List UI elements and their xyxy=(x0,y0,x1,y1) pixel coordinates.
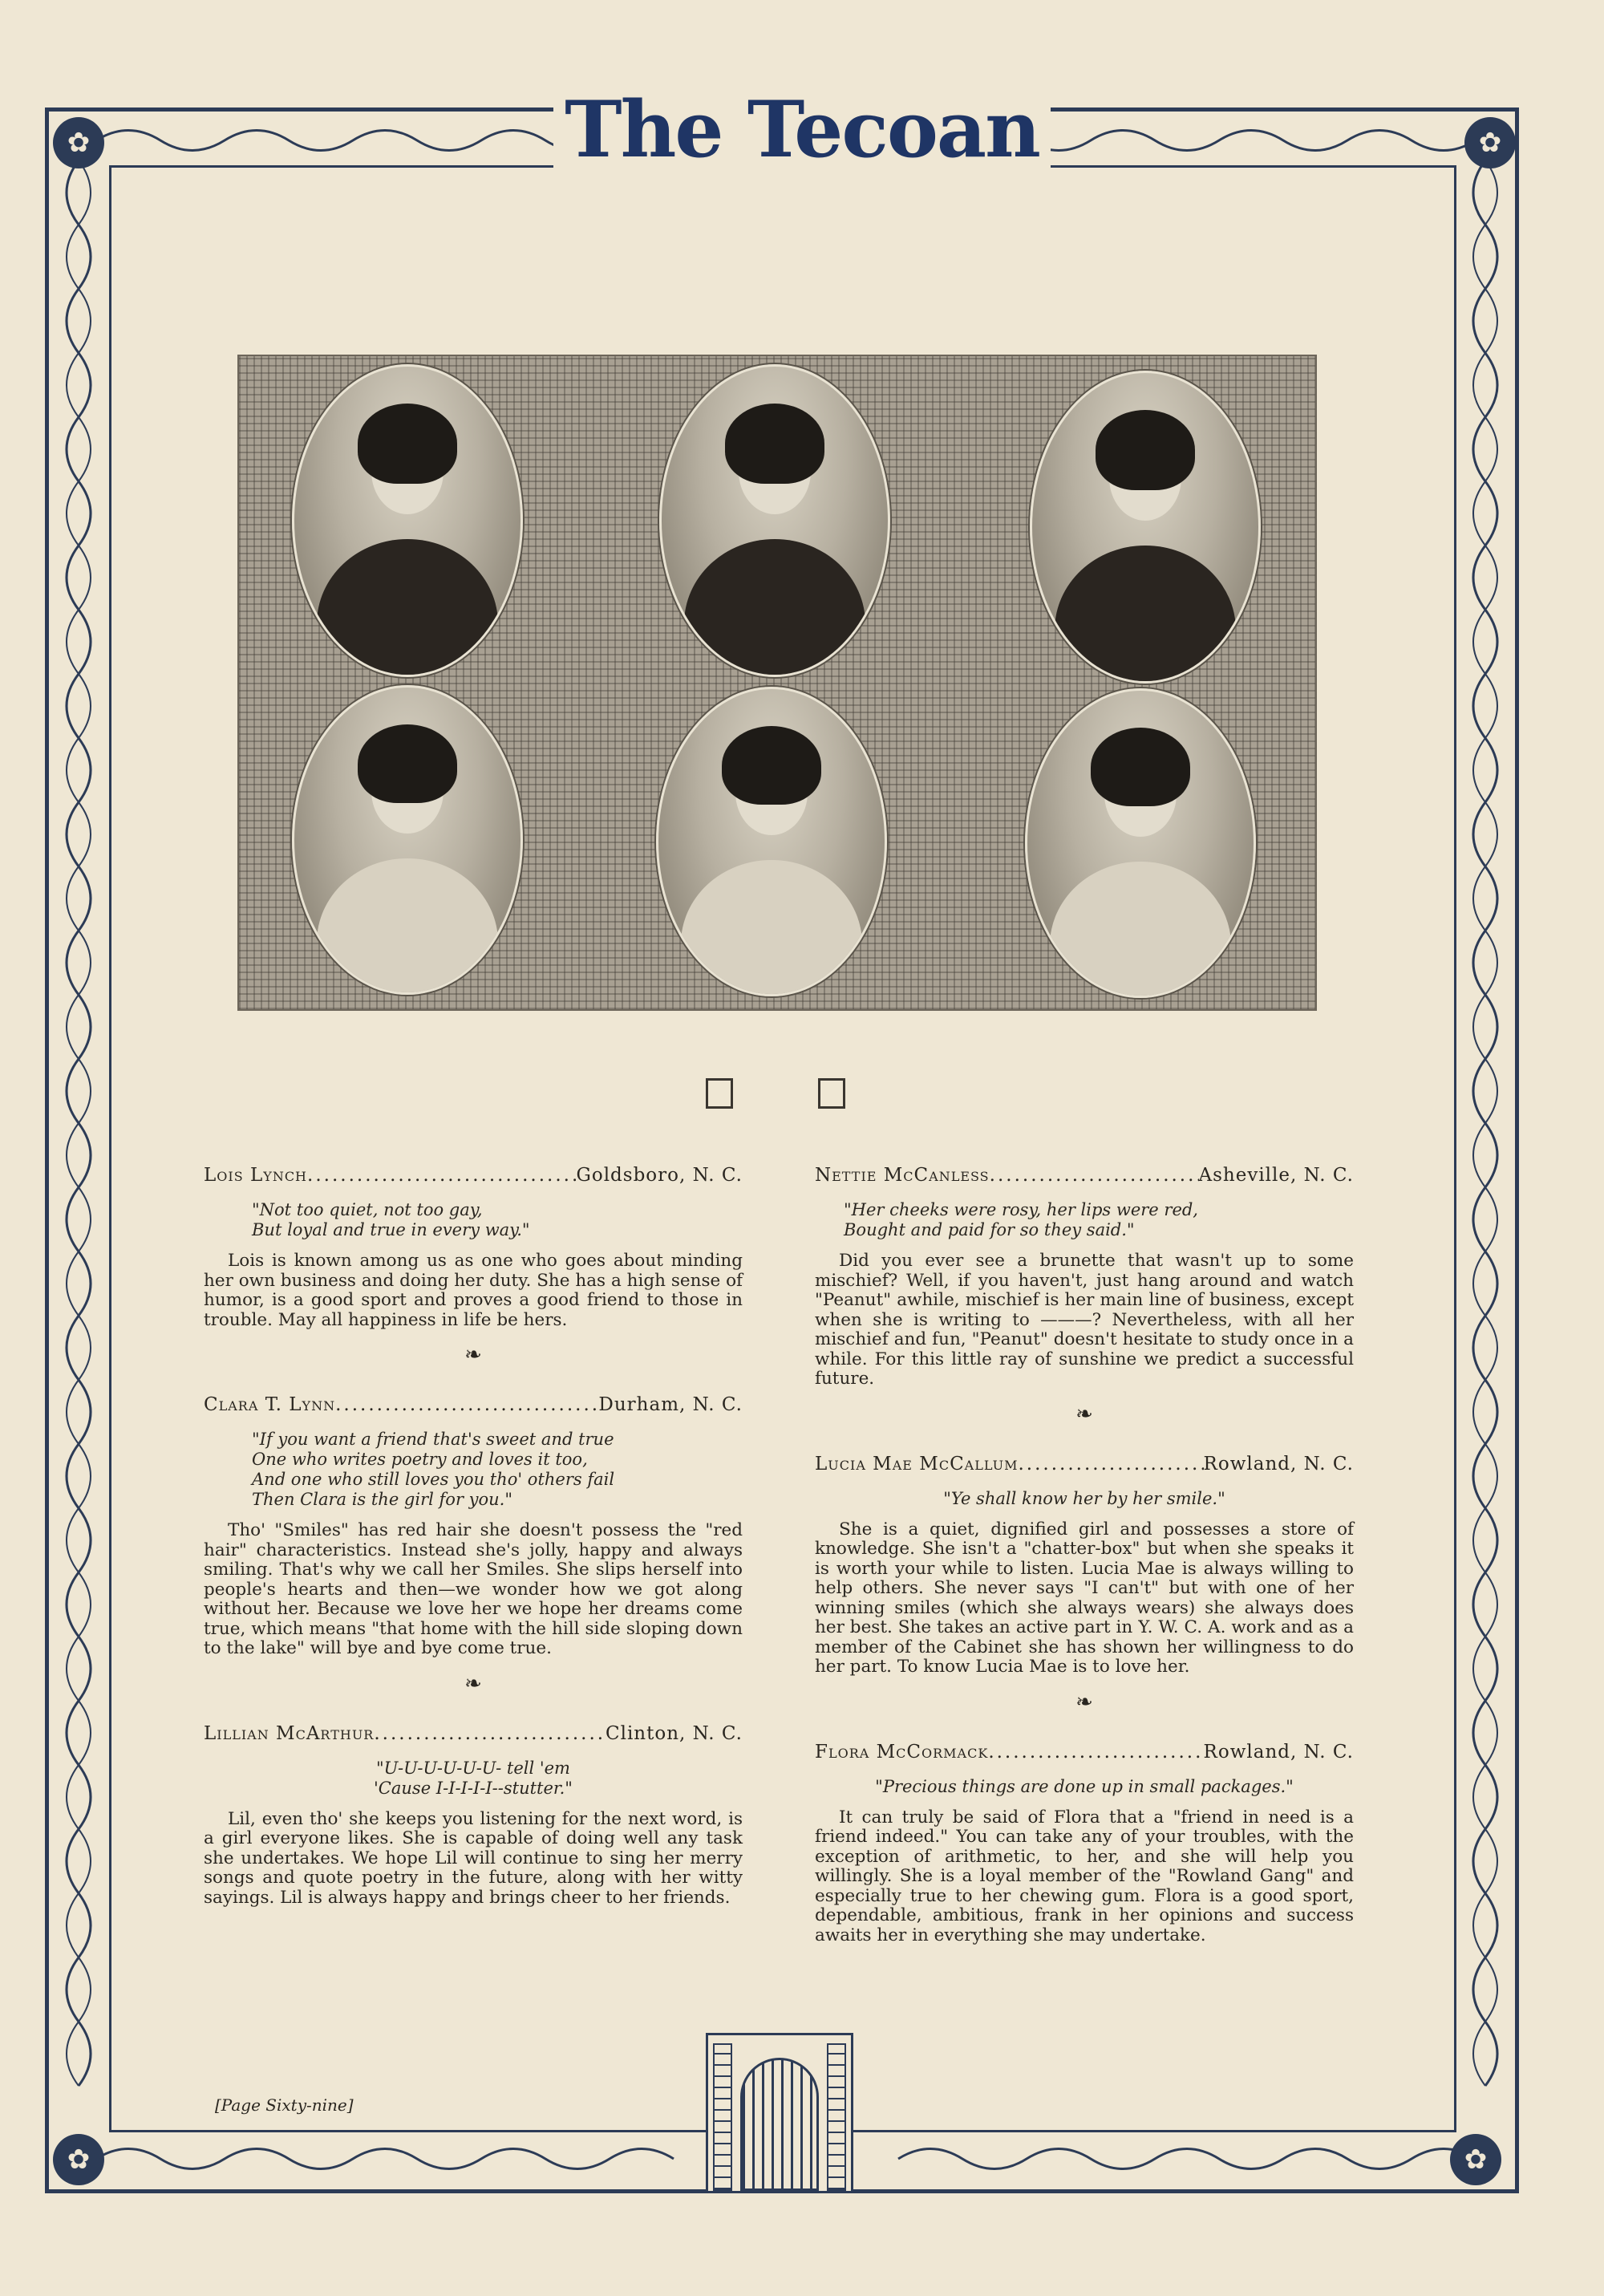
leader-dots xyxy=(374,1723,606,1744)
entry-heading xyxy=(204,1165,743,1186)
portrait-photo xyxy=(656,687,887,996)
portrait-photo xyxy=(1025,688,1256,998)
leader-dots xyxy=(988,1742,1203,1763)
doorway-emblem xyxy=(706,2033,853,2193)
student-name: Nettie McCanless xyxy=(815,1165,990,1186)
right-column xyxy=(815,1165,1354,1945)
entry-heading xyxy=(815,1165,1354,1186)
hometown: Clinton, N. C. xyxy=(605,1722,743,1744)
entry-quote: "U-U-U-U-U-U- tell 'em 'Cause I-I-I-I-I--stutter." xyxy=(374,1758,573,1798)
leader-dots xyxy=(307,1165,576,1186)
left-column xyxy=(204,1165,743,1908)
entry-text: Lois is known among us as one who goes about minding her own business and doing her duty. She has a high sense of humor, is a good sport and proves a good friend to those in trouble. May all happiness in life be hers. xyxy=(204,1251,743,1330)
leader-dots xyxy=(1018,1454,1203,1475)
senior-entry xyxy=(204,1394,743,1659)
student-name: Lois Lynch xyxy=(204,1165,308,1186)
corner-fleuron-icon: ✿ xyxy=(1450,2134,1501,2185)
hometown: Asheville, N. C. xyxy=(1198,1165,1354,1186)
entry-text: Did you ever see a brunette that wasn't up to some mischief? Well, if you haven't, just hang around and watch "Peanut" awhile, mischief is her main line of business, except when she is writing to ———? Nevertheless, with all her mischief and fun, "Peanut" doesn't hesitate to study once in a while. For this little ray of sunshine we predict a successful future. xyxy=(815,1251,1354,1389)
senior-entry xyxy=(815,1454,1354,1677)
portrait-photo xyxy=(659,364,890,677)
portrait-panel xyxy=(237,355,1317,1011)
student-name: Flora McCormack xyxy=(815,1741,989,1763)
student-name: Lillian McArthur xyxy=(204,1722,375,1744)
masthead xyxy=(0,84,1604,175)
vine-border-right xyxy=(1458,160,1513,2134)
corner-fleuron-icon: ✿ xyxy=(53,117,104,168)
entry-heading xyxy=(815,1454,1354,1475)
student-name: Lucia Mae McCallum xyxy=(815,1453,1019,1475)
entry-quote: "Precious things are done up in small packages." xyxy=(875,1776,1294,1796)
entry-heading xyxy=(815,1742,1354,1763)
entry-quote: "Ye shall know her by her smile." xyxy=(943,1488,1225,1508)
entry-text: It can truly be said of Flora that a "friend in need is a friend indeed." You can take any of your troubles, with the exception of arithmetic, to her, and she will help you willingly. She is a loyal member of the "Rowland Gang" and especially true to her chewing gum. Flora is a good sport, dependable, ambitious, frank in her opinions and success awaits her in everything she may undertake. xyxy=(815,1807,1354,1945)
portrait-photo xyxy=(292,364,523,677)
entry-text: Tho' "Smiles" has red hair she doesn't possess the "red hair" characteristics. Instead she's jolly, happy and always smiling. That's why we call her Smiles. She slips herself into people's hearts and then—we wonder how we got along without her. Because we love her we hope her dreams come true, which means "that home with the hill side sloping down to the lake" will bye and bye come true. xyxy=(204,1520,743,1658)
ornament-icon: ❧ xyxy=(464,1343,482,1367)
leader-dots xyxy=(335,1394,598,1415)
corner-fleuron-icon: ✿ xyxy=(53,2134,104,2185)
page-number: [Page Sixty-nine] xyxy=(215,2095,354,2115)
ornament-icon: ❧ xyxy=(464,1671,482,1696)
hometown: Durham, N. C. xyxy=(598,1394,743,1415)
ornament-icon: ❧ xyxy=(1075,1690,1093,1714)
senior-entry xyxy=(204,1165,743,1330)
entry-heading xyxy=(204,1394,743,1415)
corner-fleuron-icon: ✿ xyxy=(1464,117,1516,168)
portrait-photo xyxy=(1030,371,1261,684)
square-ornament-icon xyxy=(818,1078,845,1109)
entry-quote: "Not too quiet, not too gay, But loyal and true in every way." xyxy=(252,1200,530,1239)
senior-entry xyxy=(204,1723,743,1909)
leader-dots xyxy=(990,1165,1199,1186)
hometown: Rowland, N. C. xyxy=(1203,1453,1354,1475)
senior-entry xyxy=(815,1165,1354,1389)
ornament-icon: ❧ xyxy=(1075,1402,1093,1426)
masthead-title: The Tecoan xyxy=(553,84,1051,175)
entry-quote: "If you want a friend that's sweet and true One who writes poetry and loves it too, And one who still loves you tho' others fail Then Clara is the girl for you." xyxy=(252,1430,615,1509)
portrait-photo xyxy=(292,685,523,995)
hometown: Goldsboro, N. C. xyxy=(576,1165,743,1186)
entry-heading xyxy=(204,1723,743,1744)
entry-text: Lil, even tho' she keeps you listening for the next word, is a girl everyone likes. She is capable of doing well any task she undertakes. We hope Lil will continue to sing her merry songs and quote poetry in the future, along with her witty sayings. Lil is always happy and brings cheer to her friends. xyxy=(204,1808,743,1908)
senior-entry xyxy=(815,1742,1354,1946)
square-ornament-icon xyxy=(706,1078,733,1109)
student-name: Clara T. Lynn xyxy=(204,1394,336,1415)
entry-text: She is a quiet, dignified girl and possesses a store of knowledge. She isn't a "chatter-box" but when she speaks it is worth your while to listen. Lucia Mae is always willing to help others. She never says "I can't" but with one of her winning smiles (which she always wears) she always does her best. She takes an active part in Y. W. C. A. work and as a member of the Cabinet she has shown her willingness to do her part. To know Lucia Mae is to love her. xyxy=(815,1519,1354,1677)
entry-quote: "Her cheeks were rosy, her lips were red, Bought and paid for so they said." xyxy=(844,1200,1198,1239)
vine-border-left xyxy=(51,160,106,2134)
hometown: Rowland, N. C. xyxy=(1203,1741,1354,1763)
